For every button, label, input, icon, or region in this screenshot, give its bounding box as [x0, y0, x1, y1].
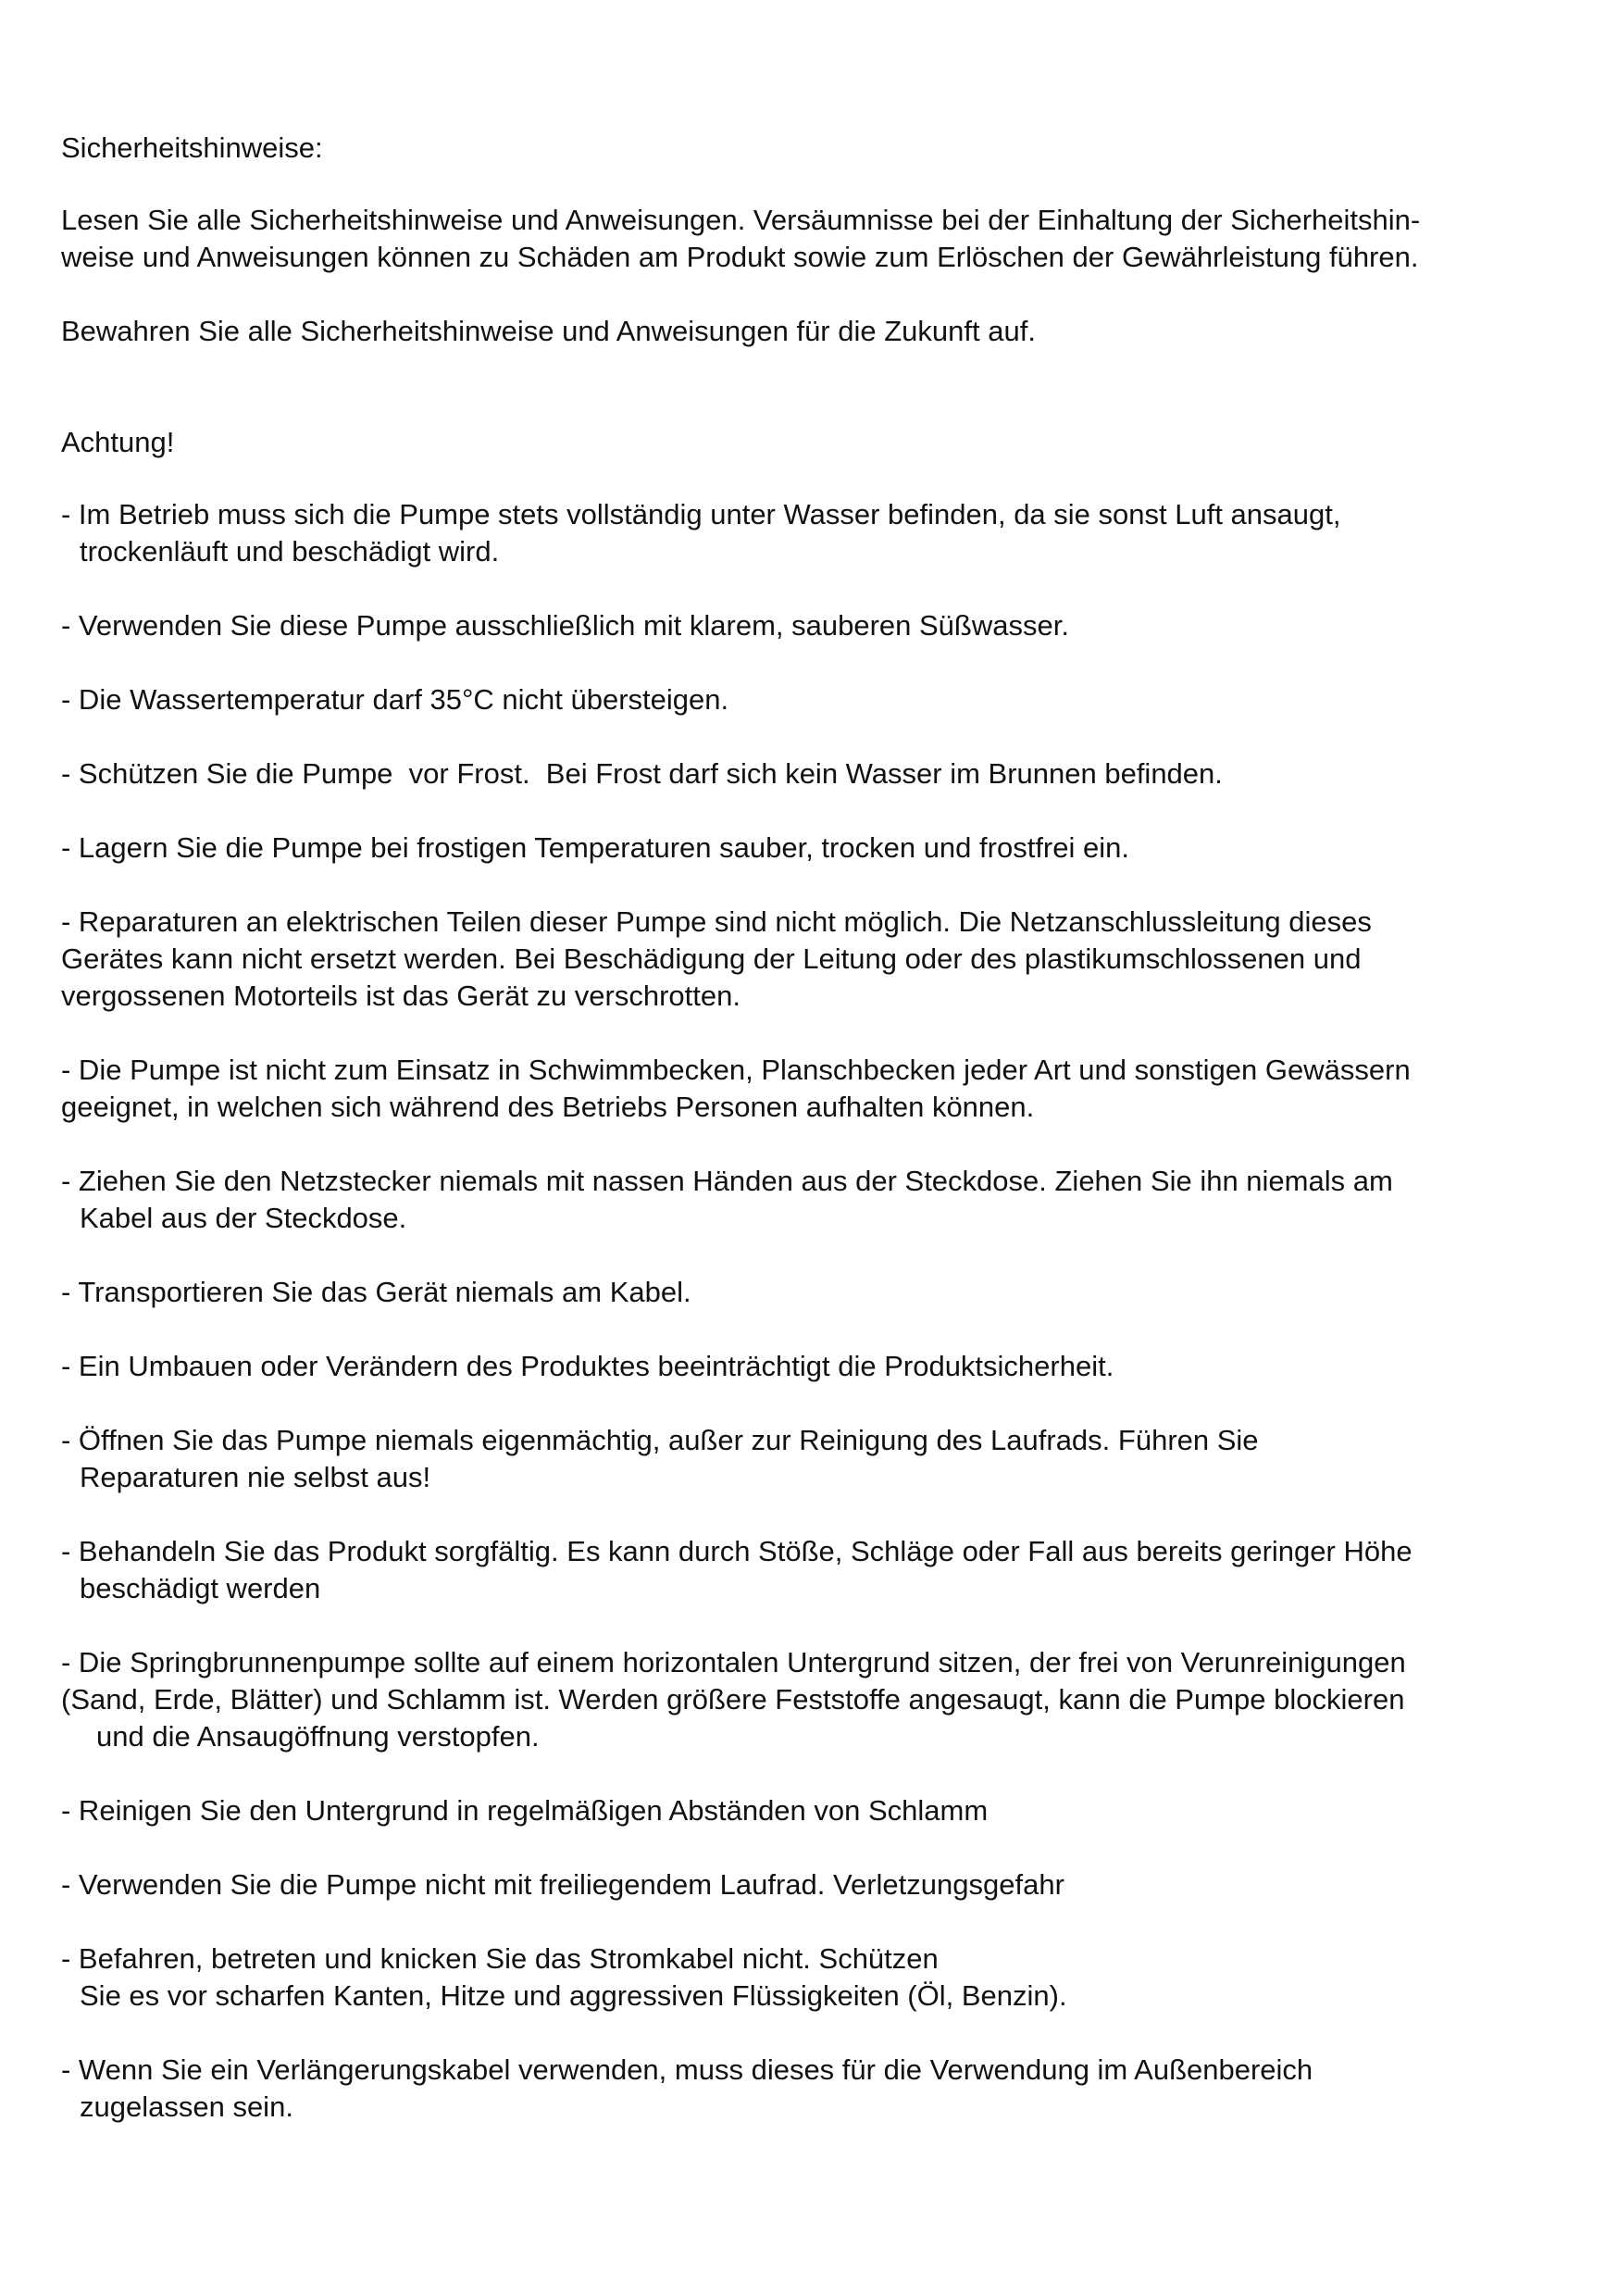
list-item-line: - Reinigen Sie den Untergrund in regelmäßigen Abständen von Schlamm [61, 1794, 989, 1827]
list-item [61, 1866, 1542, 1903]
intro-paragraph [61, 313, 1542, 350]
list-item-line: - Im Betrieb muss sich die Pumpe stets vollständig unter Wasser befinden, da sie sonst Luft ansaugt, [61, 498, 1341, 530]
list-item-line: geeignet, in welchen sich während des Betriebs Personen aufhalten können. [61, 1091, 1035, 1123]
list-item-line: Reparaturen nie selbst aus! [80, 1461, 431, 1493]
section-heading: Sicherheitshinweise: [61, 131, 323, 164]
list-item-line: - Die Pumpe ist nicht zum Einsatz in Schwimmbecken, Planschbecken jeder Art und sonstigen Gewässern [61, 1054, 1411, 1086]
list-item-line: - Schützen Sie die Pumpe vor Frost. Bei Frost darf sich kein Wasser im Brunnen befinden. [61, 757, 1223, 790]
list-item [61, 1274, 1542, 1311]
list-item-line: - Ein Umbauen oder Verändern des Produktes beeinträchtigt die Produktsicherheit. [61, 1350, 1114, 1382]
paragraph-line: weise und Anweisungen können zu Schäden am Produkt sowie zum Erlöschen der Gewährleistung führen. [61, 241, 1419, 273]
list-item-line: Sie es vor scharfen Kanten, Hitze und aggressiven Flüssigkeiten (Öl, Benzin). [80, 1979, 1067, 2012]
list-item [61, 1533, 1542, 1607]
list-item [61, 1163, 1542, 1237]
list-item [61, 1792, 1542, 1829]
list-item [61, 607, 1542, 644]
list-item-line: vergossenen Motorteils ist das Gerät zu verschrotten. [61, 980, 741, 1012]
list-item-line: - Behandeln Sie das Produkt sorgfältig. Es kann durch Stöße, Schläge oder Fall aus bereits geringer Höhe [61, 1535, 1413, 1567]
list-item-line: und die Ansaugöffnung verstopfen. [96, 1720, 540, 1753]
list-item-line: (Sand, Erde, Blätter) und Schlamm ist. Werden größere Feststoffe angesaugt, kann die Pumpe blockieren [61, 1683, 1405, 1716]
list-item-line: - Transportieren Sie das Gerät niemals am Kabel. [61, 1276, 691, 1308]
list-item-line: - Ziehen Sie den Netzstecker niemals mit nassen Händen aus der Steckdose. Ziehen Sie ihn niemals am [61, 1165, 1393, 1197]
list-item [61, 496, 1542, 570]
paragraph-line: Bewahren Sie alle Sicherheitshinweise und Anweisungen für die Zukunft auf. [61, 315, 1036, 347]
list-item-line: trockenläuft und beschädigt wird. [80, 535, 500, 568]
list-item [61, 904, 1542, 1015]
list-item-line: - Verwenden Sie diese Pumpe ausschließlich mit klarem, sauberen Süßwasser. [61, 609, 1069, 642]
list-item-line: - Verwenden Sie die Pumpe nicht mit freiliegendem Laufrad. Verletzungsgefahr [61, 1868, 1064, 1901]
list-item [61, 1644, 1542, 1755]
list-item [61, 1348, 1542, 1385]
list-item [61, 2052, 1542, 2126]
list-item [61, 755, 1542, 792]
list-item-line: - Wenn Sie ein Verlängerungskabel verwenden, muss dieses für die Verwendung im Außenbereich [61, 2053, 1313, 2086]
list-item-line: - Lagern Sie die Pumpe bei frostigen Temperaturen sauber, trocken und frostfrei ein. [61, 831, 1129, 864]
warning-heading: Achtung! [61, 426, 175, 458]
list-item [61, 1940, 1542, 2015]
list-item-line: - Die Wassertemperatur darf 35°C nicht übersteigen. [61, 683, 729, 716]
list-item-line: - Öffnen Sie das Pumpe niemals eigenmächtig, außer zur Reinigung des Laufrads. Führen Sie [61, 1424, 1259, 1456]
list-item-line: Kabel aus der Steckdose. [80, 1202, 407, 1234]
document-page [61, 130, 1542, 2163]
intro-paragraph [61, 202, 1542, 276]
list-item [61, 1052, 1542, 1126]
list-item-line: - Die Springbrunnenpumpe sollte auf einem horizontalen Untergrund sitzen, der frei von Verunreinigungen [61, 1646, 1406, 1678]
paragraph-line: Lesen Sie alle Sicherheitshinweise und Anweisungen. Versäumnisse bei der Einhaltung der Sicherheitshin- [61, 204, 1421, 236]
list-item-line: beschädigt werden [80, 1572, 321, 1604]
list-item-line: - Reparaturen an elektrischen Teilen dieser Pumpe sind nicht möglich. Die Netzanschlussleitung dieses [61, 905, 1372, 938]
list-item [61, 1422, 1542, 1496]
list-item-line: zugelassen sein. [80, 2090, 293, 2123]
list-item [61, 830, 1542, 867]
list-item-line: Gerätes kann nicht ersetzt werden. Bei Beschädigung der Leitung oder des plastikumschlossenen und [61, 942, 1362, 975]
list-item [61, 681, 1542, 718]
list-item-line: - Befahren, betreten und knicken Sie das Stromkabel nicht. Schützen [61, 1942, 939, 1975]
